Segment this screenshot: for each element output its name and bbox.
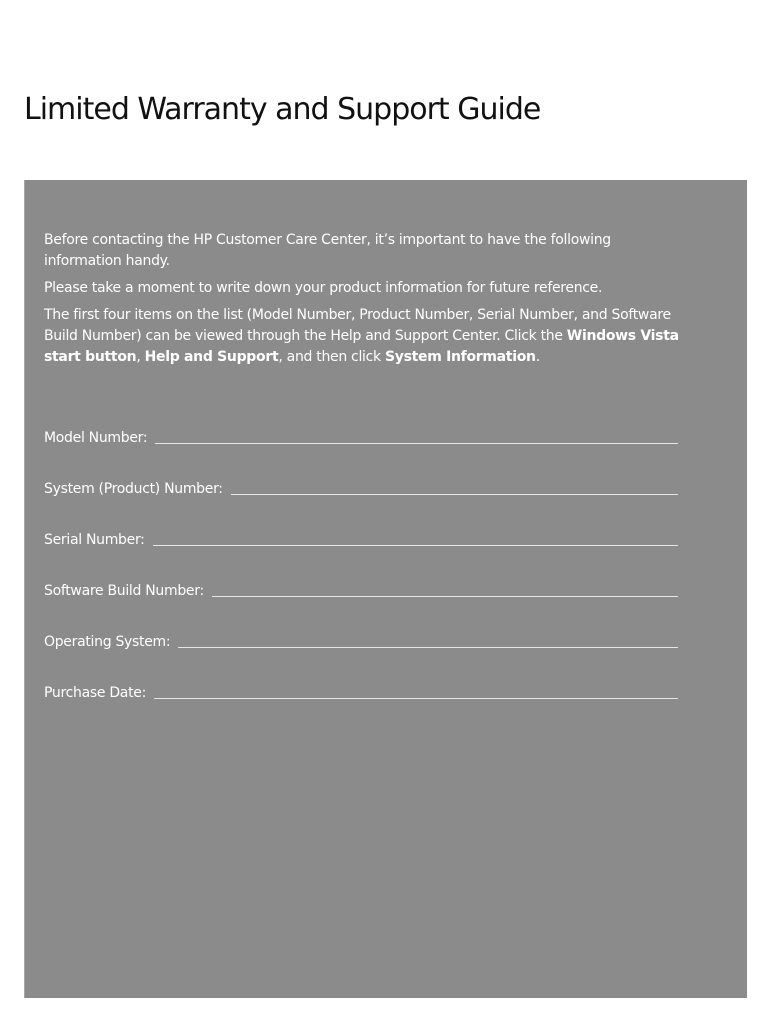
intro-separator: , — [136, 349, 145, 365]
system-product-number-field — [44, 476, 678, 498]
software-build-number-blank-line — [212, 595, 678, 597]
operating-system-blank-line — [178, 646, 678, 648]
system-product-number-blank-line — [231, 493, 678, 495]
model-number-blank-line — [155, 442, 678, 444]
serial-number-blank-line — [153, 544, 678, 546]
intro-paragraph-1: Before contacting the HP Customer Care Center, it’s important to have the following information handy. — [44, 232, 611, 269]
windows-vista-start-button-label: Windows Vista start button — [44, 328, 679, 365]
purchase-date-field — [44, 680, 678, 702]
model-number-label: Model Number: — [44, 430, 148, 446]
intro-text — [44, 230, 684, 374]
purchase-date-label: Purchase Date: — [44, 685, 147, 701]
software-build-number-label: Software Build Number: — [44, 583, 204, 599]
help-and-support-label: Help and Support — [144, 349, 279, 365]
system-information-label: System Information — [384, 349, 536, 365]
page-title: Limited Warranty and Support Guide — [24, 92, 541, 127]
intro-mid-text: , and then click — [278, 349, 385, 365]
model-number-field — [44, 425, 678, 447]
intro-paragraph-2: Please take a moment to write down your product information for future reference. — [44, 280, 603, 296]
purchase-date-blank-line — [154, 697, 678, 699]
operating-system-field — [44, 629, 678, 651]
operating-system-label: Operating System: — [44, 634, 171, 650]
system-product-number-label: System (Product) Number: — [44, 481, 223, 497]
serial-number-label: Serial Number: — [44, 532, 145, 548]
software-build-number-field — [44, 578, 678, 600]
intro-paragraph-3-text: The first four items on the list (Model Number, Product Number, Serial Number, and Software Build Number) can be viewed through the Help and Support Center. Click the — [44, 307, 671, 344]
intro-paragraph-3 — [44, 305, 684, 368]
intro-end-punct: . — [535, 349, 540, 365]
product-info-form — [44, 425, 678, 731]
serial-number-field — [44, 527, 678, 549]
